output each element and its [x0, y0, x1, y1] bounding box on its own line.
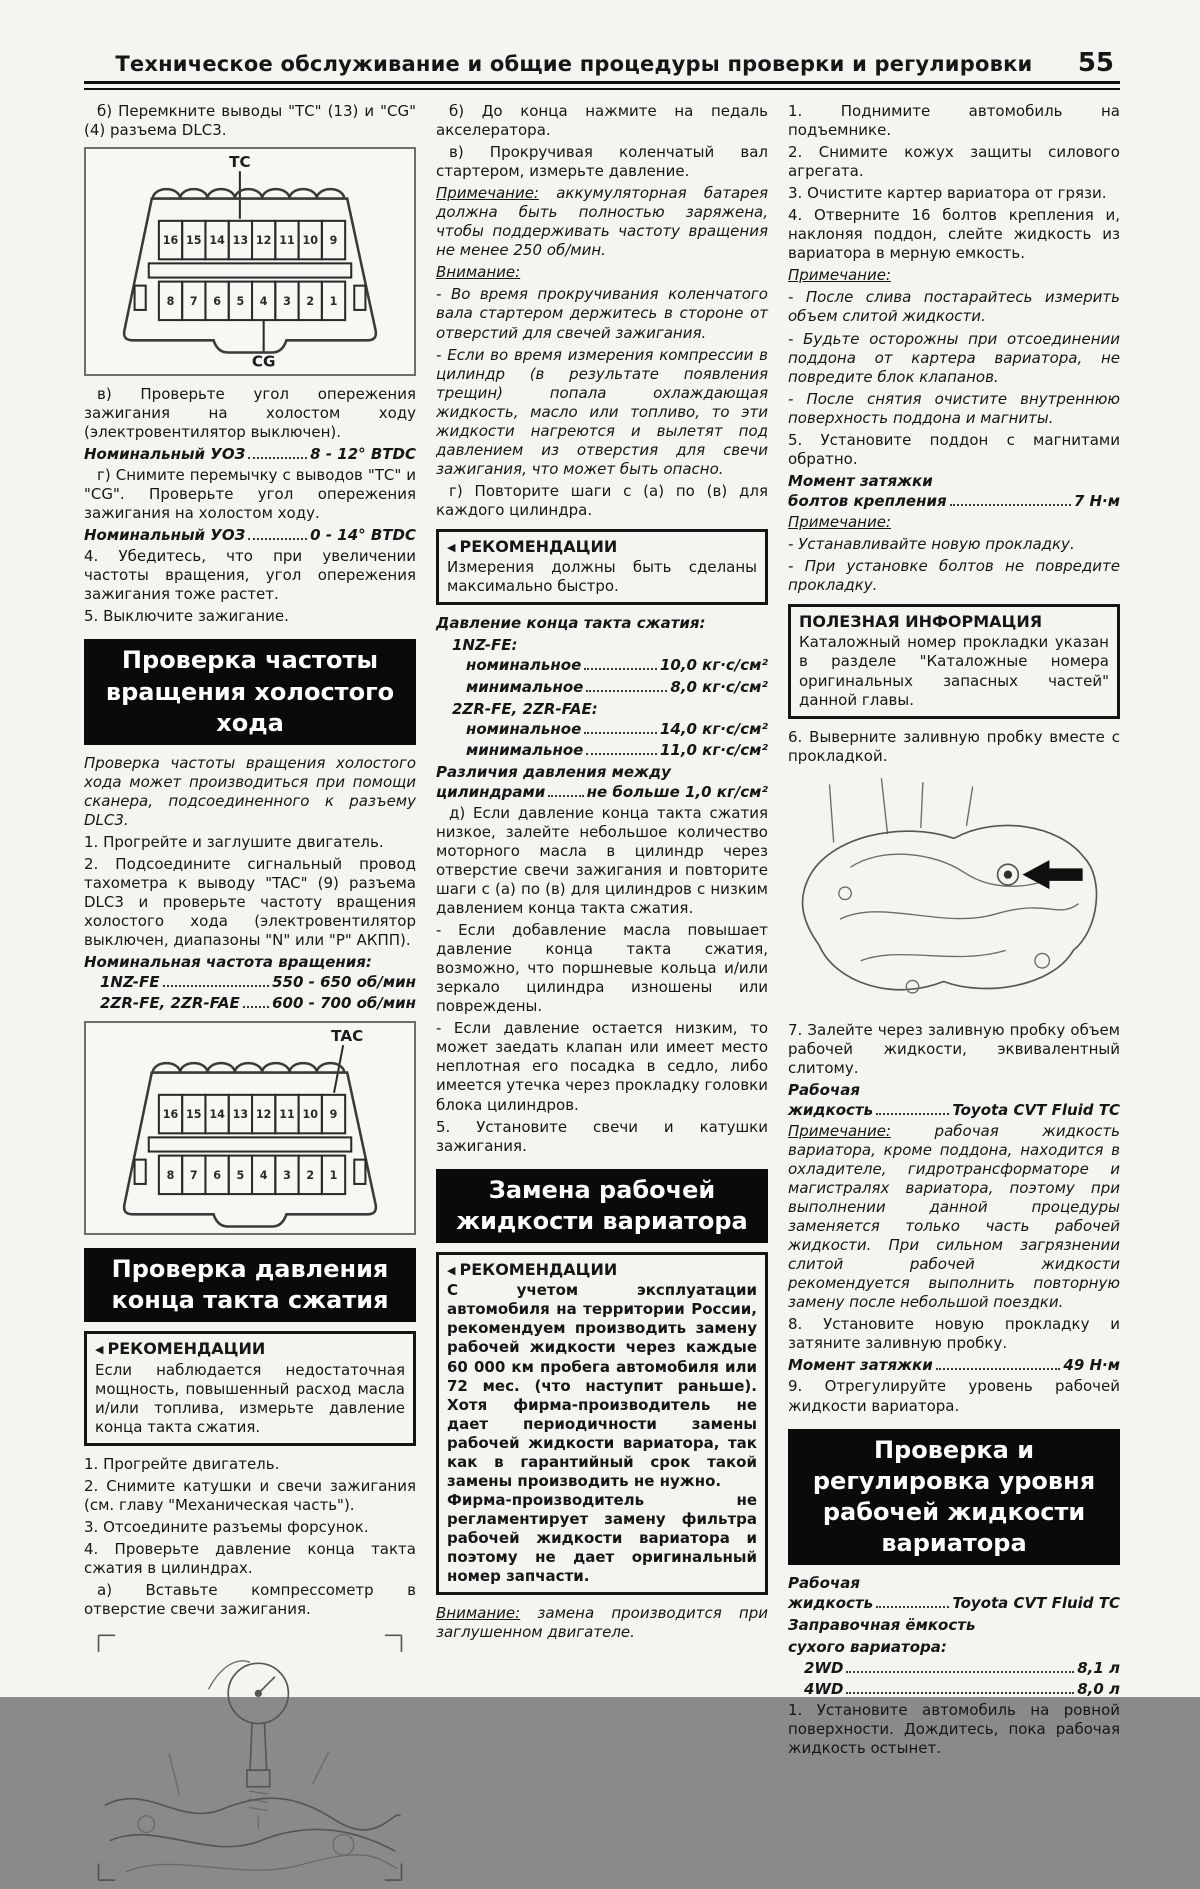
recommendations-title: РЕКОМЕНДАЦИИ	[459, 536, 618, 556]
recommendations-icon: ◀	[95, 1343, 104, 1357]
sub-step: г) Повторите шаги с (а) по (в) для каждого цилиндра.	[436, 481, 768, 519]
warning-lead: Внимание:	[436, 263, 521, 282]
spec-line-fluid: жидкость Toyota CVT Fluid TC	[788, 1594, 1120, 1613]
content-columns	[84, 102, 1120, 1889]
spec-diff-label-line1: Различия давления между	[436, 762, 671, 781]
spec-capacity-heading-line2: сухого вариатора:	[788, 1638, 947, 1657]
warning-lead: Внимание:	[436, 1604, 521, 1623]
dlc3-connector-diagram	[88, 152, 412, 371]
spec-line-comp: минимальное 11,0 кг·с/см²	[466, 740, 768, 759]
recommendations-text: Измерения должны быть сделаны максимально быстро.	[447, 558, 757, 596]
section-title-compression: Проверка давления конца такта сжатия	[84, 1248, 416, 1322]
figure-variator-fill-plug	[788, 774, 1120, 1021]
note-item: - После слива постарайтесь измерить объем слитой жидкости.	[788, 288, 1120, 326]
spec-line-comp: номинальное 10,0 кг·с/см²	[466, 656, 768, 675]
list-item: - Если давление остается низким, то может заедать клапан или имеет место неплотная его посадка в седло, либо имеется утечка через прокладку головки блока цилиндров.	[436, 1019, 768, 1114]
sub-step: в) Прокручивая коленчатый вал стартером, измерьте давление.	[436, 143, 768, 181]
step: 5. Установите поддон с магнитами обратно.	[788, 430, 1120, 468]
step: 5. Установите свечи и катушки зажигания.	[436, 1117, 768, 1155]
svg-text:8: 8	[166, 294, 175, 308]
step: 1. Прогрейте двигатель.	[84, 1454, 280, 1473]
svg-text:15: 15	[186, 1107, 202, 1121]
svg-text:8: 8	[166, 1168, 175, 1182]
recommendations-box	[436, 529, 768, 605]
svg-text:4: 4	[259, 294, 268, 308]
tac-connector-diagram	[88, 1026, 412, 1231]
svg-text:16: 16	[162, 1107, 179, 1121]
recommendations-title: РЕКОМЕНДАЦИИ	[459, 1260, 618, 1280]
spec-heading: Номинальная частота вращения:	[84, 953, 372, 972]
sub-step: г) Снимите перемычку с выводов "ТС" и "CG". Проверьте угол опережения зажигания на холостом ходу.	[84, 465, 416, 523]
recommendations-box	[84, 1331, 416, 1446]
recommendations-icon: ◀	[447, 540, 456, 554]
svg-text:3: 3	[283, 294, 291, 308]
svg-text:2: 2	[306, 294, 315, 308]
note	[788, 1122, 1120, 1312]
recommendations-text: С учетом эксплуатации автомобиля на территории России, рекомендуем производить замену рабочей жидкости через каждые 60 000 км пробега автомобиля или 72 мес. (что наступит раньше). Хотя фирма-производитель не дает периодичности замены рабочей жидкости вариатора, так как в гарантийный срок такой замены производить не нужно.	[447, 1281, 757, 1490]
warning-item: - Если во время измерения компрессии в цилиндр (в результате появления трещин) попала охлаждающая жидкость, масло или топливо, то эти жидкости нагреются и вылетят под давлением из отверстия для свечи зажигания, что может быть опасно.	[436, 345, 768, 478]
warning-text: замена производится при заглушенном двигателе.	[436, 1604, 768, 1642]
step: 3. Очистите картер вариатора от грязи.	[788, 184, 1107, 203]
note-lead: Примечание:	[788, 1121, 891, 1140]
step: 7. Залейте через заливную пробку объем рабочей жидкости, эквивалентный слитому.	[788, 1020, 1120, 1077]
step: 8. Установите новую прокладку и затяните заливную пробку.	[788, 1315, 1120, 1353]
recommendations-title-row	[95, 1339, 405, 1359]
step: 4. Проверьте давление конца такта сжатия в цилиндрах.	[84, 1540, 416, 1578]
info-box-title: ПОЛЕЗНАЯ ИНФОРМАЦИЯ	[799, 612, 1043, 632]
recommendations-title-row	[447, 1260, 757, 1280]
note-lead-paragraph	[788, 513, 1120, 532]
step: 1. Прогрейте и заглушите двигатель.	[84, 833, 384, 852]
svg-text:11: 11	[279, 234, 295, 248]
step: 4. Убедитесь, что при увеличении частоты вращения, угол опережения зажигания тоже растет.	[84, 547, 416, 604]
spec-group-name: 1NZ-FE:	[452, 636, 518, 655]
recommendations-title: РЕКОМЕНДАЦИИ	[107, 1339, 266, 1359]
header-rule	[84, 81, 1120, 90]
note-lead: Примечание:	[436, 184, 539, 203]
step: 1. Установите автомобиль на ровной поверхности. Дождитесь, пока рабочая жидкость остынет.	[788, 1700, 1120, 1757]
svg-text:7: 7	[189, 1168, 198, 1182]
warning	[436, 1604, 768, 1642]
svg-text:4: 4	[259, 1168, 268, 1182]
svg-text:1: 1	[329, 294, 338, 308]
note-item: - Устанавливайте новую прокладку.	[788, 534, 1075, 553]
dlc3-tc-label: TC	[229, 153, 251, 172]
svg-text:12: 12	[255, 234, 272, 248]
recommendations-box	[436, 1252, 768, 1595]
svg-text:5: 5	[236, 294, 245, 308]
page-title: Техническое обслуживание и общие процедуры проверки и регулировки	[115, 52, 1033, 76]
recommendations-icon: ◀	[447, 1263, 456, 1277]
step: 2. Снимите катушки и свечи зажигания (см. главу "Механическая часть").	[84, 1476, 416, 1514]
tac-pin-row-top	[159, 1094, 345, 1132]
spec-line-torque-pan: болтов крепления 7 Н·м	[788, 491, 1120, 510]
tac-label: TAC	[331, 1026, 364, 1045]
spec-line-rpm-2zr: 2ZR-FE, 2ZR-FAE 600 - 700 об/мин	[100, 994, 416, 1013]
compression-gauge-illustration	[84, 1627, 416, 1888]
info-box	[788, 604, 1120, 719]
column-middle	[436, 102, 768, 1889]
svg-text:16: 16	[162, 234, 179, 248]
spec-line-comp: номинальное 14,0 кг·с/см²	[466, 719, 768, 738]
note	[436, 184, 768, 260]
svg-text:9: 9	[329, 234, 338, 248]
column-right	[788, 102, 1120, 1889]
section-title-cvt-fluid-change: Замена рабочей жидкости вариатора	[436, 1169, 768, 1243]
spec-fluid-label-line1: Рабочая	[788, 1080, 860, 1099]
warning-lead-paragraph	[436, 263, 768, 282]
note-item: - После снятия очистите внутреннюю поверхность поддона и магниты.	[788, 389, 1120, 427]
spec-line-capacity-2wd: 2WD 8,1 л	[804, 1658, 1120, 1677]
section-title-cvt-level-check: Проверка и регулировка уровня рабочей жидкости вариатора	[788, 1429, 1120, 1566]
svg-text:1: 1	[329, 1168, 338, 1182]
svg-text:3: 3	[283, 1168, 291, 1182]
intro-note: Проверка частоты вращения холостого хода может производиться при помощи сканера, подсоединенного к разъему DLC3.	[84, 753, 416, 830]
svg-text:13: 13	[232, 234, 249, 248]
recommendations-text: Фирма-производитель не регламентирует замену фильтра рабочей жидкости вариатора и поэтому не дает оригинальный номер запчасти.	[447, 1490, 757, 1586]
spec-capacity-heading-line1: Заправочная ёмкость	[788, 1616, 976, 1635]
sub-step: д) Если давление конца такта сжатия низкое, залейте небольшое количество моторного масла в цилиндр через отверстие свечи зажигания и повторите шаги с (а) по (в) для цилиндров с низким давлением конца такта сжатия.	[436, 803, 768, 918]
variator-fill-plug-illustration	[788, 774, 1120, 1021]
figure-tac-connector	[84, 1021, 416, 1236]
sub-step: б) До конца нажмите на педаль акселератора.	[436, 102, 768, 140]
sub-step: в) Проверьте угол опережения зажигания на холостом ходу (электровентилятор выключен).	[84, 384, 416, 441]
section-title-idle-speed: Проверка частоты вращения холостого хода	[84, 639, 416, 745]
page-number: 55	[1077, 48, 1114, 78]
dlc3-pin-row-bottom	[159, 282, 345, 320]
spec-line-capacity-4wd: 4WD 8,0 л	[804, 1679, 1120, 1698]
svg-text:2: 2	[306, 1168, 315, 1182]
sub-step: б) Перемкните выводы "ТС" (13) и "CG" (4) разъема DLC3.	[84, 102, 416, 140]
spec-line-uoz-2: Номинальный УОЗ 0 - 14° BTDC	[84, 526, 416, 545]
spec-group-name: 2ZR-FE, 2ZR-FAE:	[452, 699, 598, 718]
svg-text:9: 9	[329, 1107, 338, 1121]
recommendations-text: Если наблюдается недостаточная мощность, повышенный расход масла и/или топлива, измерьте давление конца такта сжатия.	[95, 1360, 405, 1436]
svg-text:7: 7	[189, 294, 198, 308]
svg-text:10: 10	[302, 1107, 318, 1121]
svg-text:5: 5	[236, 1168, 245, 1182]
dlc3-cg-label: CG	[251, 352, 276, 371]
step: 2. Снимите кожух защиты силового агрегата.	[788, 143, 1120, 181]
note-lead: Примечание:	[788, 266, 891, 285]
step: 4. Отверните 16 болтов крепления и, наклоняя поддон, слейте жидкость из вариатора в мерную емкость.	[788, 206, 1120, 263]
svg-text:14: 14	[209, 234, 225, 248]
step: 2. Подсоедините сигнальный провод тахометра к выводу "TAC" (9) разъема DLC3 и проверьте частоту вращения холостого хода (электровентилятор выключен, диапазоны "N" или "P" АКПП).	[84, 855, 416, 950]
info-box-text: Каталожный номер прокладки указан в разделе "Каталожные номера оригинальных запасных частей" данной главы.	[799, 633, 1109, 709]
svg-text:6: 6	[213, 1168, 221, 1182]
sub-step: а) Вставьте компрессометр в отверстие свечи зажигания.	[84, 1581, 416, 1619]
figure-compression-gauge	[84, 1627, 416, 1888]
warning-item: - Во время прокручивания коленчатого вала стартером держитесь в стороне от отверстий для свечей зажигания.	[436, 285, 768, 342]
column-left	[84, 102, 416, 1889]
spec-torque-label-line1: Момент затяжки	[788, 471, 933, 490]
figure-dlc3-connector	[84, 147, 416, 376]
svg-text:15: 15	[186, 234, 202, 248]
spec-line-uoz-1: Номинальный УОЗ 8 - 12° BTDC	[84, 444, 416, 463]
svg-text:6: 6	[213, 294, 221, 308]
step: 5. Выключите зажигание.	[84, 607, 289, 626]
note-lead: Примечание:	[788, 512, 891, 531]
spec-fluid-label-line1: Рабочая	[788, 1574, 860, 1593]
list-item: - Если добавление масла повышает давление конца такта сжатия, возможно, что поршневые кольца и/или зеркало цилиндра изношены или повреждены.	[436, 921, 768, 1016]
spec-heading: Давление конца такта сжатия:	[436, 614, 706, 633]
step: 1. Поднимите автомобиль на подъемнике.	[788, 102, 1120, 140]
note-text: рабочая жидкость вариатора, кроме поддона, находится в охладителе, гидротрансформаторе и магистралях вариатора, поэтому при выполнении данной процедуры заменяется только часть рабочей жидкости. При сильном загрязнении слитой рабочей жидкости рекомендуется выполнить повторную замену после небольшой поездки.	[788, 1121, 1120, 1312]
tac-pin-row-bottom	[159, 1155, 345, 1193]
step: 6. Выверните заливную пробку вместе с прокладкой.	[788, 727, 1120, 765]
spec-line-torque-plug: Момент затяжки 49 Н·м	[788, 1356, 1120, 1375]
step: 9. Отрегулируйте уровень рабочей жидкости вариатора.	[788, 1377, 1120, 1415]
note-item: - При установке болтов не повредите прокладку.	[788, 557, 1120, 595]
note-item: - Будьте осторожны при отсоединении поддона от картера вариатора, не повредите блок клапанов.	[788, 329, 1120, 386]
svg-text:12: 12	[255, 1107, 272, 1121]
dlc3-pin-row-top	[159, 221, 345, 259]
page-header	[84, 50, 1120, 81]
spec-line-fluid: жидкость Toyota CVT Fluid TC	[788, 1100, 1120, 1119]
step: 3. Отсоедините разъемы форсунок.	[84, 1518, 369, 1537]
svg-text:11: 11	[279, 1107, 295, 1121]
spec-line-rpm-1nz: 1NZ-FE 550 - 650 об/мин	[100, 973, 416, 992]
recommendations-title-row	[447, 537, 757, 557]
svg-text:13: 13	[232, 1107, 249, 1121]
svg-text:10: 10	[302, 234, 318, 248]
svg-text:14: 14	[209, 1107, 225, 1121]
note-text: аккумуляторная батарея должна быть полностью заряжена, чтобы поддерживать частоту вращения не менее 250 об/мин.	[436, 184, 768, 260]
note-lead-paragraph	[788, 266, 1120, 285]
spec-line-diff: цилиндрами не больше 1,0 кг/см²	[436, 782, 768, 801]
spec-line-comp: минимальное 8,0 кг·с/см²	[466, 677, 768, 696]
